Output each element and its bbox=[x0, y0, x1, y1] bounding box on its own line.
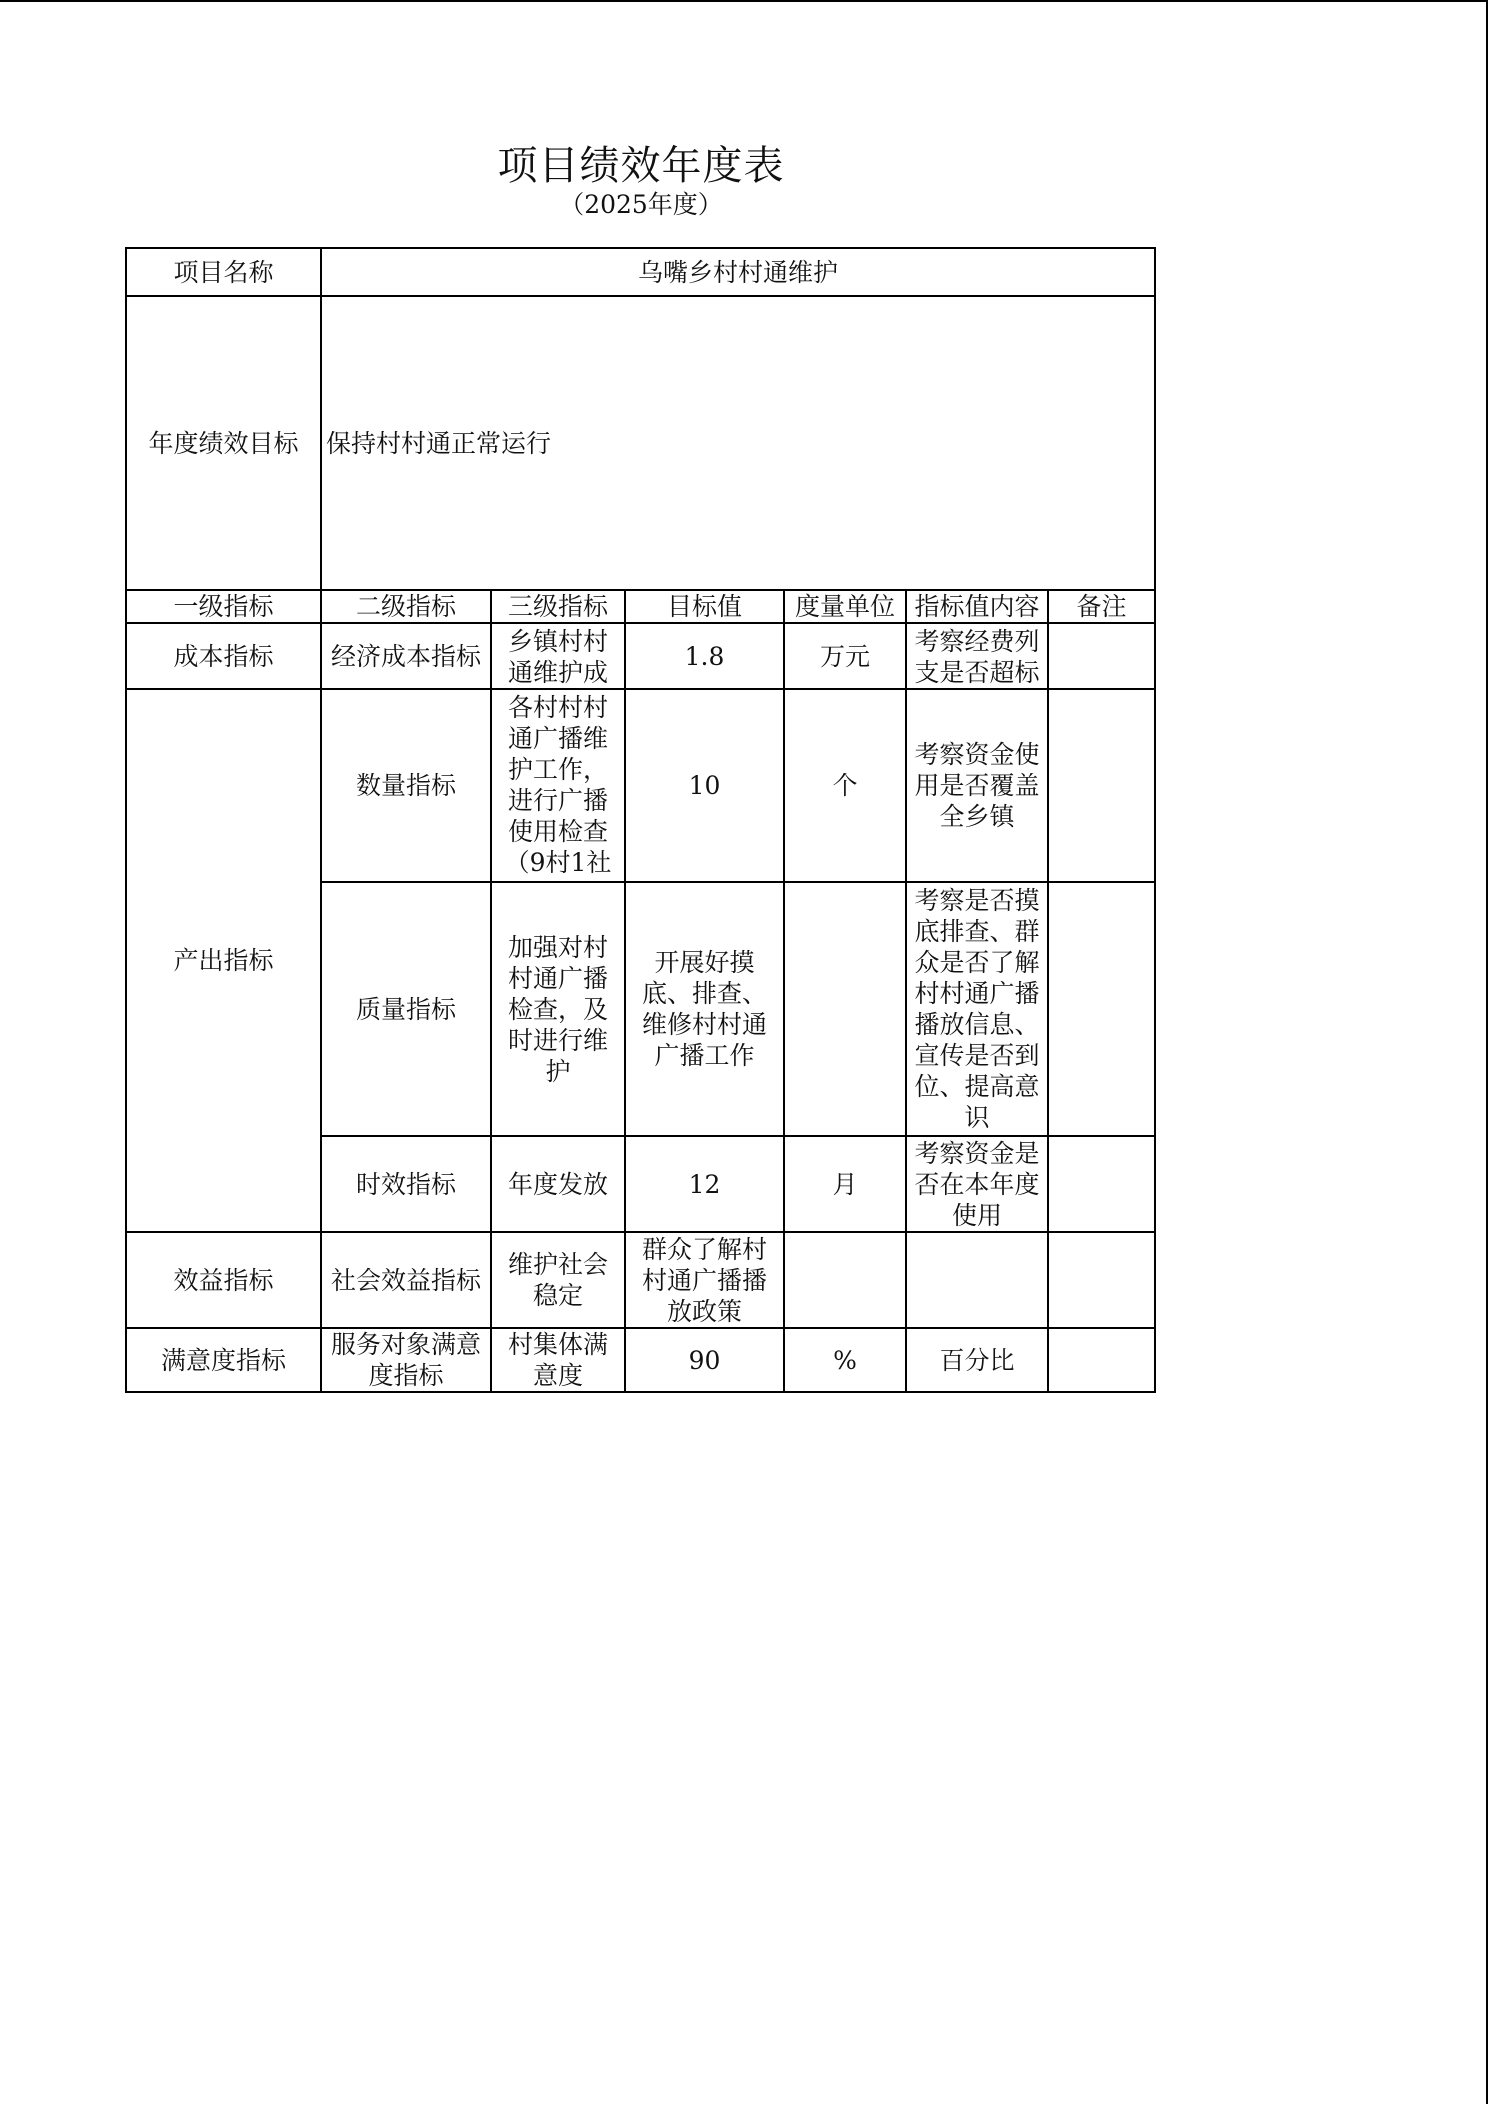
satisfaction-row bbox=[126, 1328, 1155, 1392]
header-unit: 度量单位 bbox=[784, 590, 906, 623]
cost-level1: 成本指标 bbox=[126, 623, 321, 689]
quality-unit bbox=[784, 882, 906, 1136]
header-level1: 一级指标 bbox=[126, 590, 321, 623]
header-note: 备注 bbox=[1048, 590, 1155, 623]
quantity-unit: 个 bbox=[784, 689, 906, 882]
quantity-level2: 数量指标 bbox=[321, 689, 491, 882]
quality-content bbox=[906, 882, 1048, 1136]
cost-level2: 经济成本指标 bbox=[321, 623, 491, 689]
satisfaction-target: 90 bbox=[625, 1328, 784, 1392]
cost-note bbox=[1048, 623, 1155, 689]
satisfaction-level3: 村集体满意度 bbox=[491, 1328, 625, 1392]
cost-content bbox=[906, 623, 1048, 689]
quality-note bbox=[1048, 882, 1155, 1136]
benefit-level2: 社会效益指标 bbox=[321, 1232, 491, 1328]
project-name-label: 项目名称 bbox=[126, 248, 321, 296]
quantity-level3-text: 各村村村通广播维护工作，进行广播使用检查（9村1社 bbox=[504, 693, 612, 877]
timeliness-level2: 时效指标 bbox=[321, 1136, 491, 1232]
goal-row bbox=[126, 296, 1155, 590]
satisfaction-level1: 满意度指标 bbox=[126, 1328, 321, 1392]
cost-target: 1.8 bbox=[625, 623, 784, 689]
satisfaction-note bbox=[1048, 1328, 1155, 1392]
timeliness-note bbox=[1048, 1136, 1155, 1232]
benefit-target: 群众了解村村通广播播放政策 bbox=[625, 1232, 784, 1328]
satisfaction-unit: % bbox=[784, 1328, 906, 1392]
timeliness-level3: 年度发放 bbox=[491, 1136, 625, 1232]
header-content: 指标值内容 bbox=[906, 590, 1048, 623]
performance-table bbox=[125, 247, 1156, 1393]
goal-label: 年度绩效目标 bbox=[126, 296, 321, 590]
header-level3: 三级指标 bbox=[491, 590, 625, 623]
header-target: 目标值 bbox=[625, 590, 784, 623]
cost-level3-text: 乡镇村村通维护成 bbox=[507, 627, 608, 687]
page-subtitle-year: （2025年度） bbox=[559, 190, 723, 219]
benefit-unit bbox=[784, 1232, 906, 1328]
quality-target: 开展好摸底、排查、维修村村通广播工作 bbox=[625, 882, 784, 1136]
project-name-row bbox=[126, 248, 1155, 296]
quality-content-text: 考察是否摸底排查、群众是否了解村村通广播播放信息、宣传是否到位、提高意识 bbox=[914, 886, 1040, 1132]
cost-unit: 万元 bbox=[784, 623, 906, 689]
quality-level2: 质量指标 bbox=[321, 882, 491, 1136]
cost-level3 bbox=[491, 623, 625, 689]
benefit-level3: 维护社会稳定 bbox=[491, 1232, 625, 1328]
quality-level3: 加强对村村通广播检查，及时进行维护 bbox=[491, 882, 625, 1136]
quantity-level3 bbox=[491, 689, 625, 882]
quantity-content: 考察资金使用是否覆盖全乡镇 bbox=[906, 689, 1048, 882]
cost-row bbox=[126, 623, 1155, 689]
page-top-border bbox=[0, 0, 1488, 2]
quantity-note bbox=[1048, 689, 1155, 882]
satisfaction-level2: 服务对象满意度指标 bbox=[321, 1328, 491, 1392]
project-name-value: 乌嘴乡村村通维护 bbox=[321, 248, 1155, 296]
header-row bbox=[126, 590, 1155, 623]
header-level2: 二级指标 bbox=[321, 590, 491, 623]
benefit-row bbox=[126, 1232, 1155, 1328]
timeliness-unit: 月 bbox=[784, 1136, 906, 1232]
benefit-note bbox=[1048, 1232, 1155, 1328]
benefit-content bbox=[906, 1232, 1048, 1328]
page-title: 项目绩效年度表 bbox=[497, 143, 785, 189]
benefit-level1: 效益指标 bbox=[126, 1232, 321, 1328]
output-quantity-row bbox=[126, 689, 1155, 882]
quantity-target: 10 bbox=[625, 689, 784, 882]
satisfaction-content: 百分比 bbox=[906, 1328, 1048, 1392]
timeliness-target: 12 bbox=[625, 1136, 784, 1232]
cost-content-text: 考察经费列支是否超标 bbox=[914, 627, 1040, 687]
output-level1: 产出指标 bbox=[126, 689, 321, 1232]
goal-value: 保持村村通正常运行 bbox=[321, 296, 1155, 590]
timeliness-content: 考察资金是否在本年度使用 bbox=[906, 1136, 1048, 1232]
